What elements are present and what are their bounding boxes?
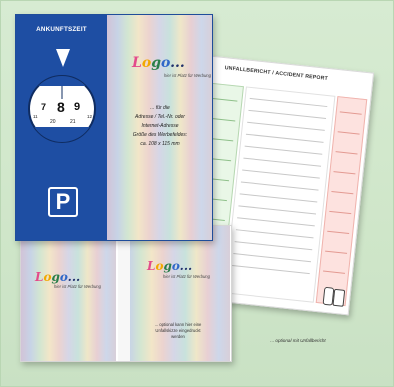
- logo-letter-g: g: [151, 55, 161, 71]
- disc-ad-copy: [114, 104, 206, 149]
- clock-number: 20: [50, 119, 56, 125]
- logo-letter-L: L: [147, 259, 156, 273]
- logo-tagline: hier ist Platz für Werbung: [163, 274, 210, 279]
- clock-number: 11: [33, 114, 38, 119]
- note-line: werden: [171, 334, 185, 339]
- leaflet-bottom-note: [138, 322, 218, 340]
- logo-text: [147, 259, 192, 273]
- logo-letter-g: g: [51, 270, 60, 284]
- logo-letter-o: o: [160, 55, 171, 71]
- logo-tagline: hier ist Platz für Werbung: [54, 284, 101, 289]
- leaflet-left-panel: [21, 226, 116, 361]
- disc-title: ANKUNFTSZEIT: [36, 26, 87, 33]
- clock-number: 12: [87, 114, 93, 119]
- logo-letter-g: g: [163, 259, 172, 273]
- logo-letter-o: o: [171, 259, 180, 273]
- logo-letter-L: L: [35, 270, 44, 284]
- report-title-text: UNFALLBERICHT / ACCIDENT REPORT: [224, 65, 329, 82]
- note-line: ... optional kann hier eine: [154, 322, 202, 327]
- copy-line: Internet-Adresse: [141, 123, 179, 129]
- clock-number: 8: [57, 99, 65, 115]
- note-line: Unfallskizze eingedruckt: [155, 328, 201, 333]
- parking-p-icon: [48, 187, 78, 217]
- logo-dots: ...: [67, 270, 81, 284]
- logo-letter-L: L: [132, 55, 142, 71]
- logo-text: [35, 270, 80, 284]
- logo-letter-o: o: [59, 270, 68, 284]
- time-arrow-icon: [56, 49, 70, 67]
- clock-dial-icon: [25, 72, 99, 146]
- leaflet-mockup: [20, 225, 232, 362]
- parking-symbol: P: [55, 189, 71, 214]
- logo-letter-o: o: [155, 259, 164, 273]
- clock-dial: [25, 72, 99, 146]
- logo-text: [132, 55, 185, 71]
- caption: ... optional mit Unfallbericht: [270, 338, 326, 343]
- copy-line: Größe des Werbefeldes:: [132, 132, 188, 138]
- logo-dots: ...: [170, 55, 185, 71]
- logo-letter-o: o: [141, 55, 152, 71]
- parking-disc: [15, 14, 213, 241]
- logo-letter-o: o: [43, 270, 52, 284]
- car-sketch-icon: [332, 289, 345, 307]
- leaflet-right-panel: [118, 226, 230, 361]
- copy-line: ca. 108 x 115 mm: [140, 141, 180, 147]
- logo-dots: ...: [179, 259, 193, 273]
- clock-number: 7: [41, 102, 47, 112]
- copy-line: ... für die: [150, 105, 170, 111]
- clock-number: 9: [74, 101, 81, 113]
- leaflet-fold: [118, 226, 130, 361]
- clock-number: 21: [70, 119, 76, 125]
- copy-line: Adresse / Tel.-Nr. oder: [135, 114, 185, 120]
- logo-tagline: hier ist Platz für Werbung: [164, 73, 211, 78]
